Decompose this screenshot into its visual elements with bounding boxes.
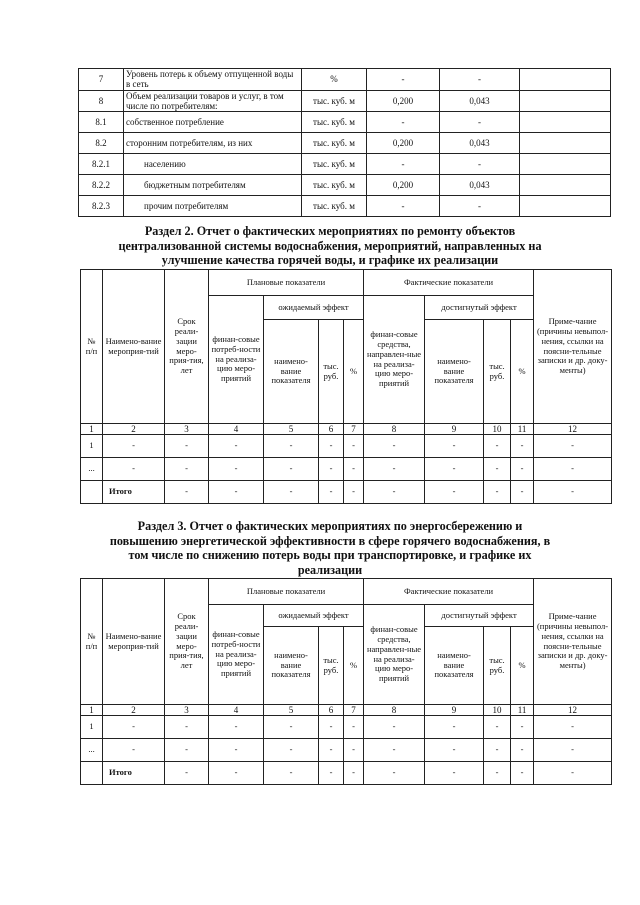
row-unit: тыс. куб. м bbox=[302, 90, 367, 112]
row-number: 8.2.3 bbox=[79, 196, 124, 217]
row-number: 8.2 bbox=[79, 133, 124, 154]
row-name: сторонним потребителям, из них bbox=[124, 133, 302, 154]
row-value-extra bbox=[520, 196, 611, 217]
planned-indicators-header: Плановые показатели bbox=[209, 270, 364, 296]
row-cell: - bbox=[165, 435, 209, 458]
col-name-header: Наимено-вание мероприя-тий bbox=[103, 270, 165, 424]
thousand-rub-header: тыс. руб. bbox=[319, 320, 344, 424]
column-number: 2 bbox=[103, 424, 165, 435]
row-cell: - bbox=[364, 481, 425, 504]
row-value-fact: 0,043 bbox=[440, 133, 520, 154]
section-2-title-line: улучшение качества горячей воды, и графике их реализации bbox=[161, 253, 499, 268]
row-cell: - bbox=[344, 739, 364, 762]
row-value-fact: - bbox=[440, 69, 520, 91]
row-cell: - bbox=[484, 481, 511, 504]
column-number: 9 bbox=[425, 705, 484, 716]
indicator-name-header: наимено-вание показателя bbox=[425, 320, 484, 424]
row-name: - bbox=[103, 739, 165, 762]
row-cell bbox=[81, 762, 103, 785]
row-unit: % bbox=[302, 69, 367, 91]
row-cell: - bbox=[364, 716, 425, 739]
row-cell: - bbox=[534, 716, 612, 739]
column-number: 5 bbox=[264, 705, 319, 716]
planned-indicators-header: Плановые показатели bbox=[209, 579, 364, 605]
row-cell: - bbox=[511, 481, 534, 504]
achieved-effect-header: достигнутый эффект bbox=[425, 605, 534, 627]
column-number: 11 bbox=[511, 705, 534, 716]
row-cell: - bbox=[364, 739, 425, 762]
row-cell: 1 bbox=[81, 716, 103, 739]
column-number: 8 bbox=[364, 705, 425, 716]
column-number: 7 bbox=[344, 705, 364, 716]
row-value-extra bbox=[520, 90, 611, 112]
row-cell: - bbox=[264, 762, 319, 785]
column-number: 3 bbox=[165, 424, 209, 435]
row-name: - bbox=[103, 458, 165, 481]
row-number: 7 bbox=[79, 69, 124, 91]
row-unit: тыс. куб. м bbox=[302, 112, 367, 133]
row-cell: - bbox=[534, 481, 612, 504]
row-cell: - bbox=[364, 435, 425, 458]
row-value-plan: 0,200 bbox=[367, 90, 440, 112]
row-value-extra bbox=[520, 175, 611, 196]
table-row bbox=[81, 716, 612, 739]
column-number: 2 bbox=[103, 705, 165, 716]
column-number: 4 bbox=[209, 424, 264, 435]
row-cell: 1 bbox=[81, 435, 103, 458]
row-cell: - bbox=[425, 716, 484, 739]
row-cell: - bbox=[165, 762, 209, 785]
row-name: Итого bbox=[103, 762, 165, 785]
row-cell: - bbox=[425, 481, 484, 504]
column-number: 1 bbox=[81, 424, 103, 435]
row-cell: - bbox=[319, 739, 344, 762]
row-cell: - bbox=[319, 716, 344, 739]
row-cell: - bbox=[165, 481, 209, 504]
row-name: населению bbox=[124, 154, 302, 175]
section-2-title-line: централизованной системы водоснабжения, мероприятий, направленных на bbox=[118, 238, 542, 253]
row-cell: - bbox=[264, 435, 319, 458]
row-cell: - bbox=[165, 716, 209, 739]
row-value-fact: 0,043 bbox=[440, 175, 520, 196]
table-row bbox=[79, 90, 611, 112]
row-cell: - bbox=[344, 762, 364, 785]
row-cell: ... bbox=[81, 739, 103, 762]
row-name: собственное потребление bbox=[124, 112, 302, 133]
row-cell: - bbox=[319, 435, 344, 458]
column-number: 10 bbox=[484, 705, 511, 716]
table-row bbox=[81, 435, 612, 458]
row-cell: - bbox=[209, 481, 264, 504]
row-cell: - bbox=[165, 739, 209, 762]
row-cell: - bbox=[209, 435, 264, 458]
row-unit: тыс. куб. м bbox=[302, 196, 367, 217]
table-row bbox=[81, 458, 612, 481]
column-number: 12 bbox=[534, 424, 612, 435]
section-3-data-rows bbox=[81, 716, 612, 785]
indicator-name-header: наимено-вание показателя bbox=[425, 627, 484, 705]
row-cell: - bbox=[534, 762, 612, 785]
financial-funds-header: финан-совые средства, направлен-ные на реализа-цию меро-приятий bbox=[364, 296, 425, 424]
thousand-rub-header: тыс. руб. bbox=[484, 320, 511, 424]
row-unit: тыс. куб. м bbox=[302, 154, 367, 175]
note-header: Приме-чание (причины невыпол-нения, ссылки на поясни-тельные записки и др. доку-менты) bbox=[534, 270, 612, 424]
row-cell: - bbox=[209, 762, 264, 785]
row-cell: - bbox=[264, 739, 319, 762]
row-cell: - bbox=[534, 435, 612, 458]
section-2-data-rows bbox=[81, 435, 612, 504]
row-cell: - bbox=[364, 458, 425, 481]
row-cell: - bbox=[534, 739, 612, 762]
table-row bbox=[79, 69, 611, 91]
row-cell: - bbox=[319, 762, 344, 785]
row-cell: - bbox=[511, 716, 534, 739]
column-number: 7 bbox=[344, 424, 364, 435]
row-cell: - bbox=[264, 716, 319, 739]
section-2-title bbox=[60, 224, 600, 268]
row-cell: - bbox=[511, 762, 534, 785]
row-cell: - bbox=[484, 739, 511, 762]
row-value-plan: - bbox=[367, 69, 440, 91]
row-cell: - bbox=[209, 716, 264, 739]
row-cell: - bbox=[484, 716, 511, 739]
table-row bbox=[79, 133, 611, 154]
column-number: 11 bbox=[511, 424, 534, 435]
row-cell: - bbox=[484, 435, 511, 458]
row-cell: - bbox=[165, 458, 209, 481]
column-number: 12 bbox=[534, 705, 612, 716]
column-number: 5 bbox=[264, 424, 319, 435]
column-number: 3 bbox=[165, 705, 209, 716]
column-number: 1 bbox=[81, 705, 103, 716]
row-cell: - bbox=[425, 762, 484, 785]
row-name: Итого bbox=[103, 481, 165, 504]
row-cell: - bbox=[511, 435, 534, 458]
column-number: 9 bbox=[425, 424, 484, 435]
table-row bbox=[81, 739, 612, 762]
column-number: 6 bbox=[319, 424, 344, 435]
col-number-header: № п/п bbox=[81, 579, 103, 705]
achieved-effect-header: достигнутый эффект bbox=[425, 296, 534, 320]
row-name: Объем реализации товаров и услуг, в том числе по потребителям: bbox=[124, 90, 302, 112]
table-row bbox=[79, 175, 611, 196]
section-3-title-line: том числе по снижению потерь воды при транспортировке, и графике их bbox=[128, 548, 532, 563]
row-number: 8.1 bbox=[79, 112, 124, 133]
row-cell: ... bbox=[81, 458, 103, 481]
row-cell: - bbox=[264, 458, 319, 481]
financial-needs-header: финан-совые потреб-ности на реализа-цию меро-приятий bbox=[209, 605, 264, 705]
table-row bbox=[79, 196, 611, 217]
row-name: прочим потребителям bbox=[124, 196, 302, 217]
thousand-rub-header: тыс. руб. bbox=[484, 627, 511, 705]
row-cell: - bbox=[344, 435, 364, 458]
percent-header: % bbox=[511, 627, 534, 705]
row-cell: - bbox=[534, 458, 612, 481]
table-row bbox=[79, 154, 611, 175]
row-number: 8.2.1 bbox=[79, 154, 124, 175]
section-3-title bbox=[60, 519, 600, 577]
row-cell: - bbox=[209, 739, 264, 762]
row-value-plan: 0,200 bbox=[367, 133, 440, 154]
note-header: Приме-чание (причины невыпол-нения, ссылки на поясни-тельные записки и др. доку-менты) bbox=[534, 579, 612, 705]
row-name: бюджетным потребителям bbox=[124, 175, 302, 196]
table-row bbox=[79, 112, 611, 133]
column-numbers-row bbox=[81, 705, 612, 716]
actual-indicators-header: Фактические показатели bbox=[364, 579, 534, 605]
col-term-header: Срок реали-зации меро-прия-тия, лет bbox=[165, 579, 209, 705]
row-cell: - bbox=[344, 458, 364, 481]
row-cell: - bbox=[319, 458, 344, 481]
table-row bbox=[81, 762, 612, 785]
indicator-name-header: наимено-вание показателя bbox=[264, 627, 319, 705]
thousand-rub-header: тыс. руб. bbox=[319, 627, 344, 705]
column-numbers-row bbox=[81, 424, 612, 435]
row-cell: - bbox=[425, 458, 484, 481]
percent-header: % bbox=[511, 320, 534, 424]
section-3-title-line: Раздел 3. Отчет о фактических мероприятиях по энергосбережению и bbox=[137, 519, 523, 533]
col-name-header: Наимено-вание мероприя-тий bbox=[103, 579, 165, 705]
row-value-fact: - bbox=[440, 196, 520, 217]
column-number: 8 bbox=[364, 424, 425, 435]
col-term-header: Срок реали-зации меро-прия-тия, лет bbox=[165, 270, 209, 424]
row-cell: - bbox=[484, 458, 511, 481]
row-cell: - bbox=[264, 481, 319, 504]
financial-funds-header: финан-совые средства, направлен-ные на реализа-цию меро-приятий bbox=[364, 605, 425, 705]
row-cell bbox=[81, 481, 103, 504]
row-value-plan: - bbox=[367, 154, 440, 175]
row-cell: - bbox=[511, 458, 534, 481]
col-number-header: № п/п bbox=[81, 270, 103, 424]
row-value-extra bbox=[520, 112, 611, 133]
section-3-title-line: реализации bbox=[297, 562, 363, 577]
column-number: 10 bbox=[484, 424, 511, 435]
row-cell: - bbox=[511, 739, 534, 762]
row-name: - bbox=[103, 716, 165, 739]
row-cell: - bbox=[425, 435, 484, 458]
section-2-title-line: Раздел 2. Отчет о фактических мероприятиях по ремонту объектов bbox=[144, 224, 516, 238]
expected-effect-header: ожидаемый эффект bbox=[264, 296, 364, 320]
row-value-extra bbox=[520, 69, 611, 91]
row-value-plan: 0,200 bbox=[367, 175, 440, 196]
section-3-title-line: повышению энергетической эффективности в сфере горячего водоснабжения, в bbox=[109, 533, 551, 548]
column-number: 4 bbox=[209, 705, 264, 716]
row-cell: - bbox=[344, 716, 364, 739]
row-cell: - bbox=[484, 762, 511, 785]
actual-indicators-header: Фактические показатели bbox=[364, 270, 534, 296]
row-cell: - bbox=[425, 739, 484, 762]
row-value-plan: - bbox=[367, 196, 440, 217]
row-name: - bbox=[103, 435, 165, 458]
row-value-extra bbox=[520, 154, 611, 175]
percent-header: % bbox=[344, 627, 364, 705]
indicators-table bbox=[78, 68, 611, 217]
row-number: 8 bbox=[79, 90, 124, 112]
section-3-table bbox=[80, 578, 612, 785]
row-value-fact: - bbox=[440, 112, 520, 133]
section-2-table bbox=[80, 269, 612, 504]
row-name: Уровень потерь к объему отпущенной воды в сеть bbox=[124, 69, 302, 91]
row-cell: - bbox=[209, 458, 264, 481]
row-value-extra bbox=[520, 133, 611, 154]
table-row bbox=[81, 481, 612, 504]
column-number: 6 bbox=[319, 705, 344, 716]
row-value-fact: 0,043 bbox=[440, 90, 520, 112]
row-cell: - bbox=[344, 481, 364, 504]
row-unit: тыс. куб. м bbox=[302, 133, 367, 154]
row-value-fact: - bbox=[440, 154, 520, 175]
financial-needs-header: финан-совые потреб-ности на реализа-цию меро-приятий bbox=[209, 296, 264, 424]
indicator-name-header: наимено-вание показателя bbox=[264, 320, 319, 424]
row-number: 8.2.2 bbox=[79, 175, 124, 196]
row-value-plan: - bbox=[367, 112, 440, 133]
row-cell: - bbox=[319, 481, 344, 504]
row-cell: - bbox=[364, 762, 425, 785]
row-unit: тыс. куб. м bbox=[302, 175, 367, 196]
percent-header: % bbox=[344, 320, 364, 424]
expected-effect-header: ожидаемый эффект bbox=[264, 605, 364, 627]
